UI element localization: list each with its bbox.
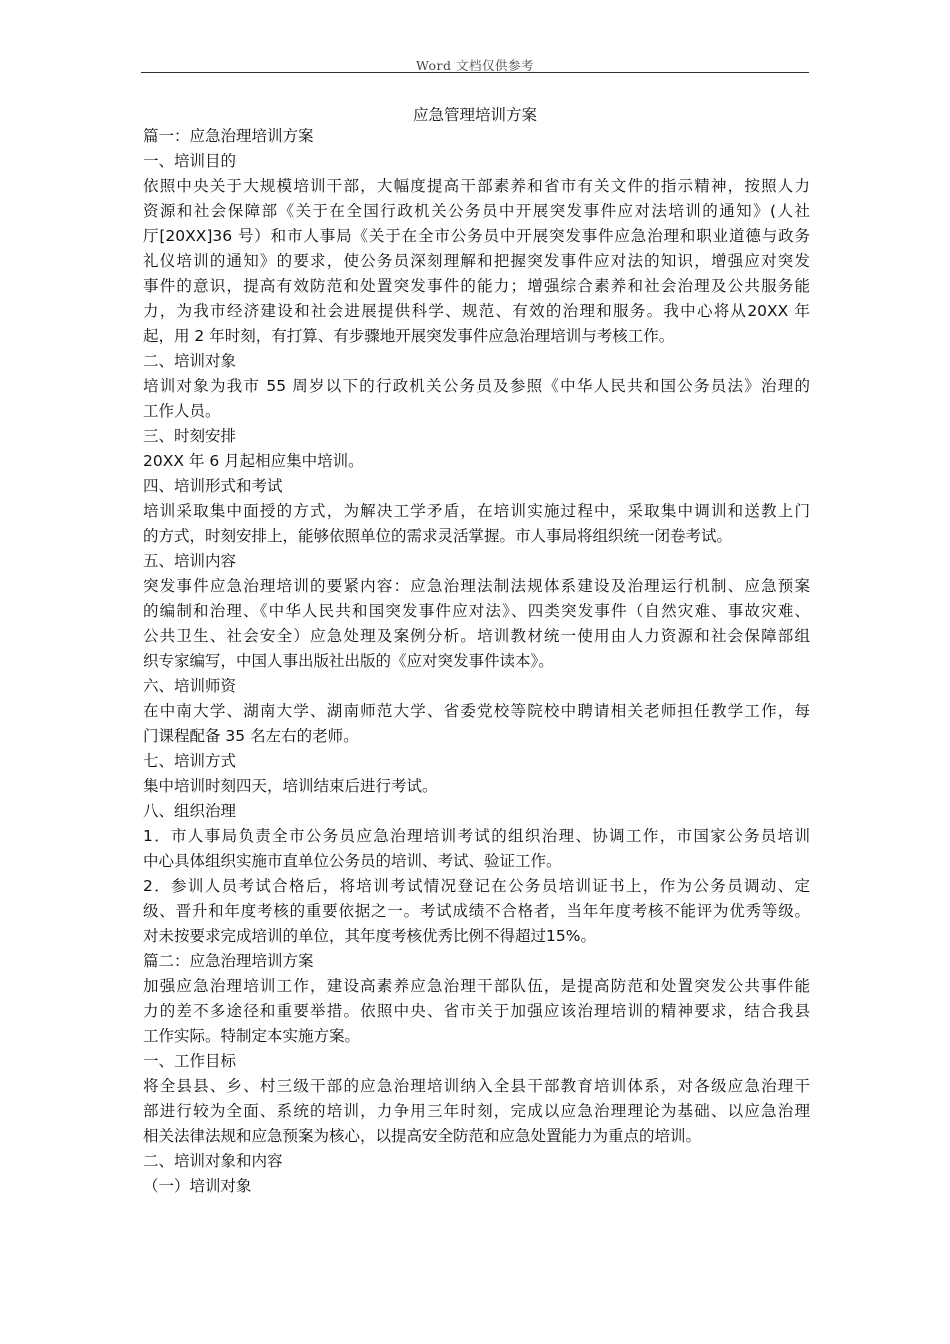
text-line: 六、培训师资 (143, 677, 237, 695)
text-line: 部进行较为全面、系统的培训，力争用三年时刻，完成以应急治理理论为基础、以应急治理 (143, 1102, 810, 1120)
text-line: 工作人员。 (143, 402, 221, 420)
text-line: 礼仪培训的通知》的要求，使公务员深刻理解和把握突发事件应对法的知识，增强应对突发 (143, 252, 810, 270)
text-line: 中心具体组织实施市直单位公务员的培训、考试、验证工作。 (143, 852, 562, 870)
text-line: 厅[20XX]36 号）和市人事局《关于在全市公务员中开展突发事件应急治理和职业道德与政务 (143, 227, 810, 245)
text-line: 力，为我市经济建设和社会进展提供科学、规范、有效的治理和服务。我中心将从20XX 年 (143, 302, 810, 320)
document-title: 应急管理培训方案 (412, 106, 537, 124)
text-line: （一）培训对象 (143, 1177, 252, 1195)
text-line: 起，用 2 年时刻，有打算、有步骤地开展突发事件应急治理培训与考核工作。 (143, 327, 675, 345)
text-line: 在中南大学、湖南大学、湖南师范大学、省委党校等院校中聘请相关老师担任教学工作，每 (143, 702, 810, 720)
text-line: 二、培训对象和内容 (143, 1152, 283, 1170)
text-line: 织专家编写，中国人事出版社出版的《应对突发事件读本》。 (143, 652, 554, 670)
text-line: 相关法律法规和应急预案为核心，以提高安全防范和应急处置能力为重点的培训。 (143, 1127, 702, 1145)
text-line: 2．参训人员考试合格后，将培训考试情况登记在公务员培训证书上，作为公务员调动、定 (143, 877, 810, 895)
text-line: 力的差不多途径和重要举措。依照中央、省市关于加强应该治理培训的精神要求，结合我县 (143, 1002, 810, 1020)
text-line: 资源和社会保障部《关于在全国行政机关公务员中开展突发事件应对法培训的通知》(人社 (143, 202, 810, 220)
text-line: 将全县县、乡、村三级干部的应急治理培训纳入全县干部教育培训体系，对各级应急治理干 (143, 1077, 810, 1095)
text-line: 一、培训目的 (143, 152, 237, 170)
text-line: 五、培训内容 (143, 552, 237, 570)
text-line: 八、组织治理 (143, 802, 237, 820)
text-line: 级、晋升和年度考核的重要依据之一。考试成绩不合格者，当年年度考核不能评为优秀等级。 (143, 902, 810, 920)
text-line: 工作实际。特制定本实施方案。 (143, 1027, 361, 1045)
text-line: 事件的意识，提高有效防范和处置突发事件的能力；增强综合素养和社会治理及公共服务能 (143, 277, 810, 295)
text-line: 的编制和治理、《中华人民共和国突发事件应对法》、四类突发事件（自然灾难、事故灾难、 (143, 602, 810, 620)
text-line: 培训采取集中面授的方式，为解决工学矛盾，在培训实施过程中，采取集中调训和送教上门 (143, 502, 810, 520)
text-line: 公共卫生、社会安全）应急处理及案例分析。培训教材统一使用由人力资源和社会保障部组 (143, 627, 810, 645)
text-line: 七、培训方式 (143, 752, 237, 770)
page-header: Word 文档仅供参考 (416, 58, 534, 73)
text-line: 加强应急治理培训工作，建设高素养应急治理干部队伍，是提高防范和处置突发公共事件能 (143, 977, 810, 995)
header-divider (141, 72, 809, 73)
text-line: 培训对象为我市 55 周岁以下的行政机关公务员及参照《中华人民共和国公务员法》治理的 (143, 377, 810, 395)
text-line: 门课程配备 35 名左右的老师。 (143, 727, 359, 745)
text-line: 依照中央关于大规模培训干部，大幅度提高干部素养和省市有关文件的指示精神，按照人力 (143, 177, 810, 195)
text-line: 1．市人事局负责全市公务员应急治理培训考试的组织治理、协调工作，市国家公务员培训 (143, 827, 810, 845)
text-line: 集中培训时刻四天，培训结束后进行考试。 (143, 777, 438, 795)
text-line: 一、工作目标 (143, 1052, 237, 1070)
document-body (143, 124, 810, 1199)
text-line: 20XX 年 6 月起相应集中培训。 (143, 452, 364, 470)
text-line: 突发事件应急治理培训的要紧内容：应急治理法制法规体系建设及治理运行机制、应急预案 (143, 577, 810, 595)
text-line: 篇一：应急治理培训方案 (143, 127, 314, 145)
text-line: 篇二：应急治理培训方案 (143, 952, 314, 970)
text-line: 的方式，时刻安排上，能够依照单位的需求灵活掌握。市人事局将组织统一闭卷考试。 (143, 527, 733, 545)
text-line: 三、时刻安排 (143, 427, 237, 445)
text-line: 二、培训对象 (143, 352, 237, 370)
text-line: 四、培训形式和考试 (143, 477, 283, 495)
text-line: 对未按要求完成培训的单位，其年度考核优秀比例不得超过15%。 (143, 927, 596, 945)
